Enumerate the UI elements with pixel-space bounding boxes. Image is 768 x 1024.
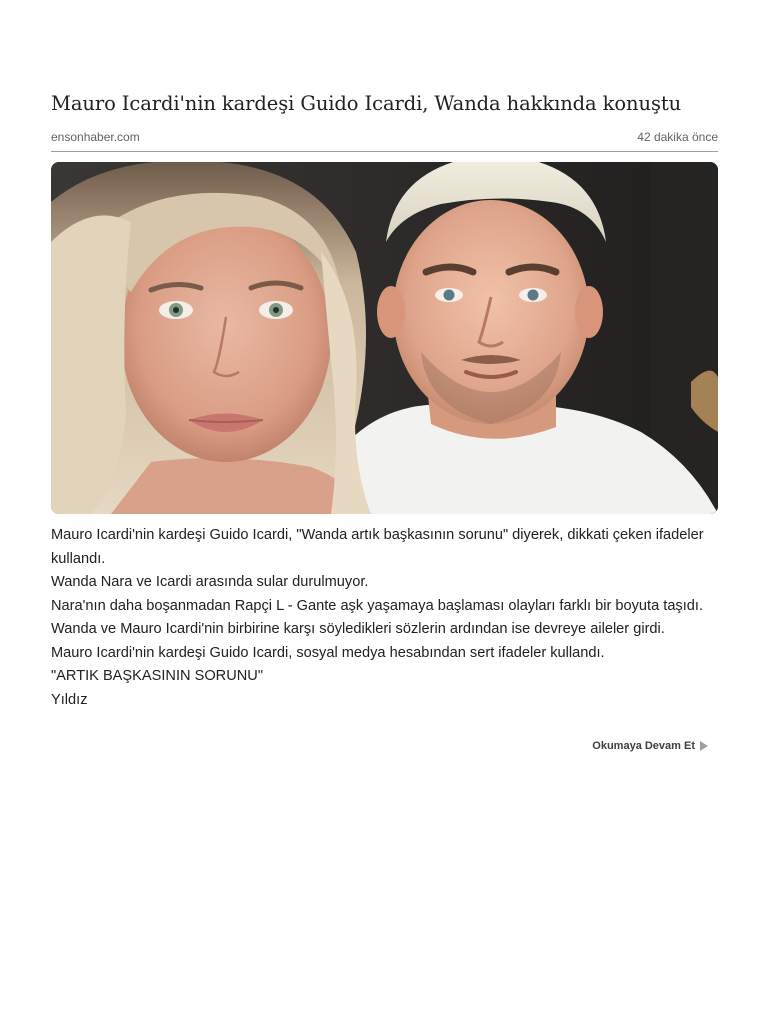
divider (51, 151, 718, 152)
article-title[interactable]: Mauro Icardi'nin kardeşi Guido Icardi, Wanda hakkında konuştu (51, 92, 682, 115)
paragraph: Mauro Icardi'nin kardeşi Guido Icardi, "Wanda artık başkasının sorunu" diyerek, dikkati çeken ifadeler kullandı. (51, 527, 704, 567)
paragraph: Wanda ve Mauro Icardi'nin birbirine karşı söyledikleri sözlerin ardından ise devreye aileler girdi. (51, 621, 665, 637)
article-source[interactable]: ensonhaber.com (51, 130, 140, 144)
paragraph: "ARTIK BAŞKASININ SORUNU" (51, 668, 264, 684)
article-time: 42 dakika önce (637, 130, 718, 144)
paragraph: Yıldız (51, 691, 88, 708)
continue-reading-link[interactable] (51, 740, 718, 752)
article-body (51, 524, 718, 712)
paragraph: Mauro Icardi'nin kardeşi Guido Icardi, sosyal medya hesabından sert ifadeler kullandı. (51, 644, 605, 661)
article (51, 88, 718, 752)
paragraph: Nara'nın daha boşanmadan Rapçi L - Gante aşk yaşamaya başlaması olayları farklı bir boyuta taşıdı. (51, 597, 704, 614)
hero-photo (51, 162, 718, 514)
article-meta (51, 129, 718, 145)
play-triangle-icon (700, 741, 708, 751)
continue-reading-label: Okumaya Devam Et (592, 740, 695, 752)
paragraph: Wanda Nara ve Icardi arasında sular durulmuyor. (51, 574, 369, 590)
article-hero-image[interactable] (51, 162, 718, 514)
